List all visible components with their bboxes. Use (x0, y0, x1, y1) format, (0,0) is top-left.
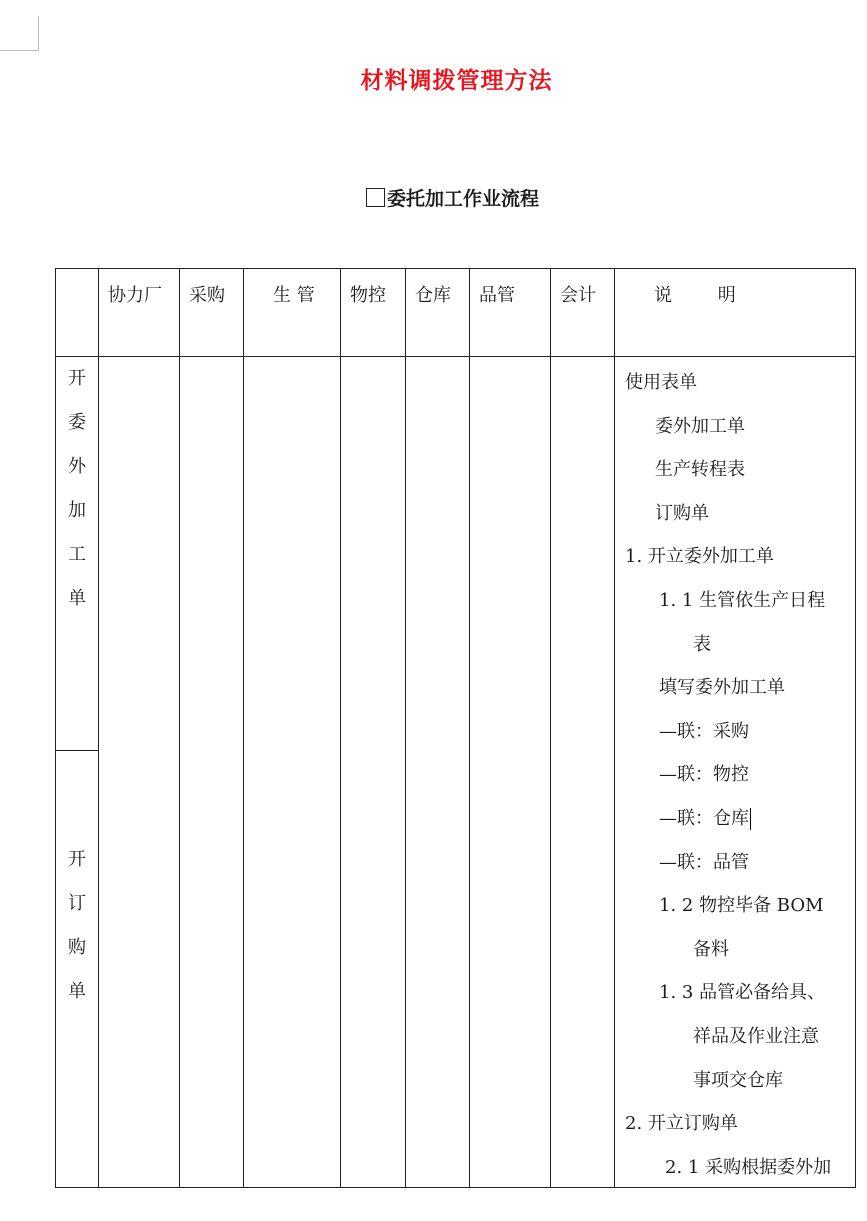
note-line: 祥品及作业注意 (693, 1025, 819, 1047)
section-heading-text: 委托加工作业流程 (387, 188, 540, 210)
note-line: 生产转程表 (655, 459, 745, 481)
stage-char: 委 (68, 412, 86, 433)
header-description: 说 明 (654, 285, 736, 306)
note-line: 委外加工单 (655, 415, 745, 437)
text-cursor-icon (750, 808, 751, 830)
stage-char: 单 (68, 981, 86, 1002)
note-line: 2. 1 采购根据委外加 (665, 1156, 832, 1178)
column-divider (550, 269, 551, 1187)
note-line: 1. 1 生管依生产日程 (659, 589, 826, 611)
note-line: —联：采购 (659, 720, 749, 742)
stage-char: 开 (68, 849, 86, 870)
note-line: 备料 (693, 938, 729, 960)
stage-char: 外 (68, 456, 86, 477)
column-divider (469, 269, 470, 1187)
note-line: 2. 开立订购单 (625, 1113, 738, 1135)
document-title: 材料调拨管理方法 (360, 68, 553, 94)
stage-char: 购 (68, 937, 86, 958)
note-line: 1. 2 物控毕备 BOM (659, 895, 824, 917)
stage-char: 单 (68, 588, 86, 609)
note-line: 表 (693, 633, 711, 655)
note-line: 1. 开立委外加工单 (625, 546, 774, 568)
column-divider (340, 269, 341, 1187)
column-divider (614, 269, 615, 1187)
header-purchasing: 采购 (189, 285, 225, 306)
workflow-table (55, 268, 856, 1188)
header-production-control: 生 管 (273, 285, 315, 306)
column-divider (243, 269, 244, 1187)
header-warehouse: 仓库 (415, 285, 451, 306)
note-line: —联：品管 (659, 851, 749, 873)
stage-char: 工 (68, 544, 86, 565)
note-line: 使用表单 (625, 372, 697, 393)
note-line-with-caret[interactable] (625, 797, 857, 841)
stage-char: 开 (68, 368, 86, 389)
header-row-divider (56, 356, 855, 357)
column-divider (98, 269, 99, 1187)
stage-char: 加 (68, 500, 86, 521)
column-divider (179, 269, 180, 1187)
header-quality-control: 品管 (479, 285, 515, 306)
checkbox-icon[interactable] (366, 188, 385, 207)
stage-purchase-order (56, 838, 98, 1014)
note-line: 事项交仓库 (693, 1069, 783, 1091)
header-accounting: 会计 (560, 285, 596, 306)
column-divider (405, 269, 406, 1187)
note-line: 1. 3 品管必备给具、 (659, 982, 826, 1004)
stage-divider (56, 750, 98, 751)
note-line: 订购单 (655, 502, 709, 524)
section-heading (366, 184, 539, 211)
stage-char: 订 (68, 893, 86, 914)
header-material-control: 物控 (350, 285, 386, 306)
description-column (625, 361, 857, 1189)
note-line: 填写委外加工单 (659, 677, 785, 699)
note-line-text: —联：仓库 (659, 807, 749, 829)
stage-outsource-order (56, 357, 98, 621)
header-supplier: 协力厂 (108, 285, 162, 306)
note-line: —联：物控 (659, 764, 749, 786)
page-corner-mark (0, 16, 39, 51)
